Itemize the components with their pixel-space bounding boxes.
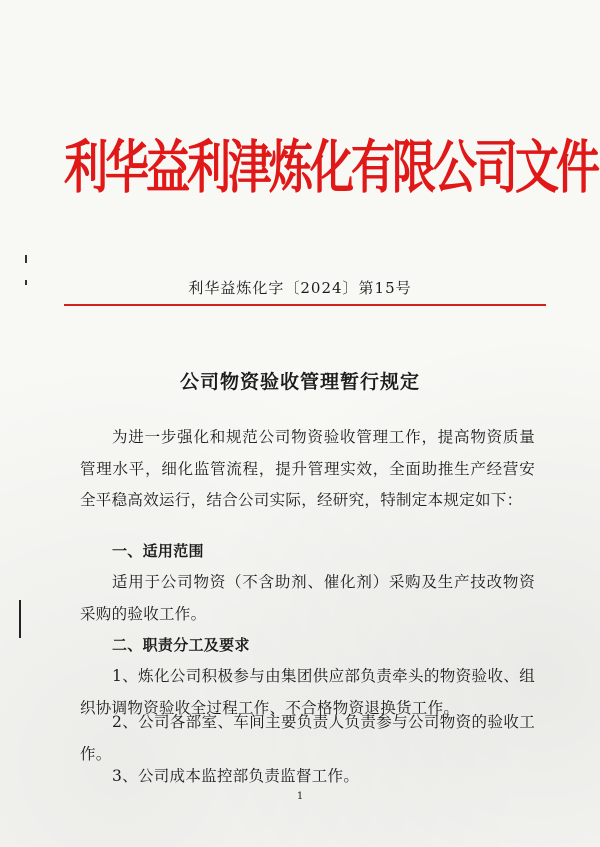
scan-mark	[19, 600, 21, 638]
intro-paragraph: 为进一步强化和规范公司物资验收管理工作，提高物资质量管理水平，细化监管流程，提升管理实效，全面助推生产经营安全平稳高效运行，结合公司实际，经研究，特制定本规定如下：	[80, 428, 535, 509]
red-separator-line	[64, 304, 546, 306]
duty-item: 2、公司各部室、车间主要负责人负责参与公司物资的验收工作。	[80, 713, 535, 763]
document-number: 利华益炼化字〔2024〕第15号	[188, 279, 412, 297]
scan-mark	[25, 255, 27, 263]
section-body-scope: 适用于公司物资（不含助剂、催化剂）采购及生产技改物资采购的验收工作。	[80, 573, 535, 623]
section-heading-scope: 一、适用范围	[112, 542, 204, 560]
section-heading-duties: 二、职责分工及要求	[112, 636, 250, 654]
duty-item: 3、公司成本监控部负责监督工作。	[112, 767, 360, 785]
document-title: 公司物资验收管理暂行规定	[179, 371, 420, 393]
issuer-header: 利华益利津炼化有限公司文件	[64, 134, 597, 202]
duty-item: 1、炼化公司积极参与由集团供应部负责牵头的物资验收、组织协调物资验收全过程工作、不合格物资退换货工作。	[80, 667, 535, 717]
page-number: 1	[296, 791, 304, 802]
